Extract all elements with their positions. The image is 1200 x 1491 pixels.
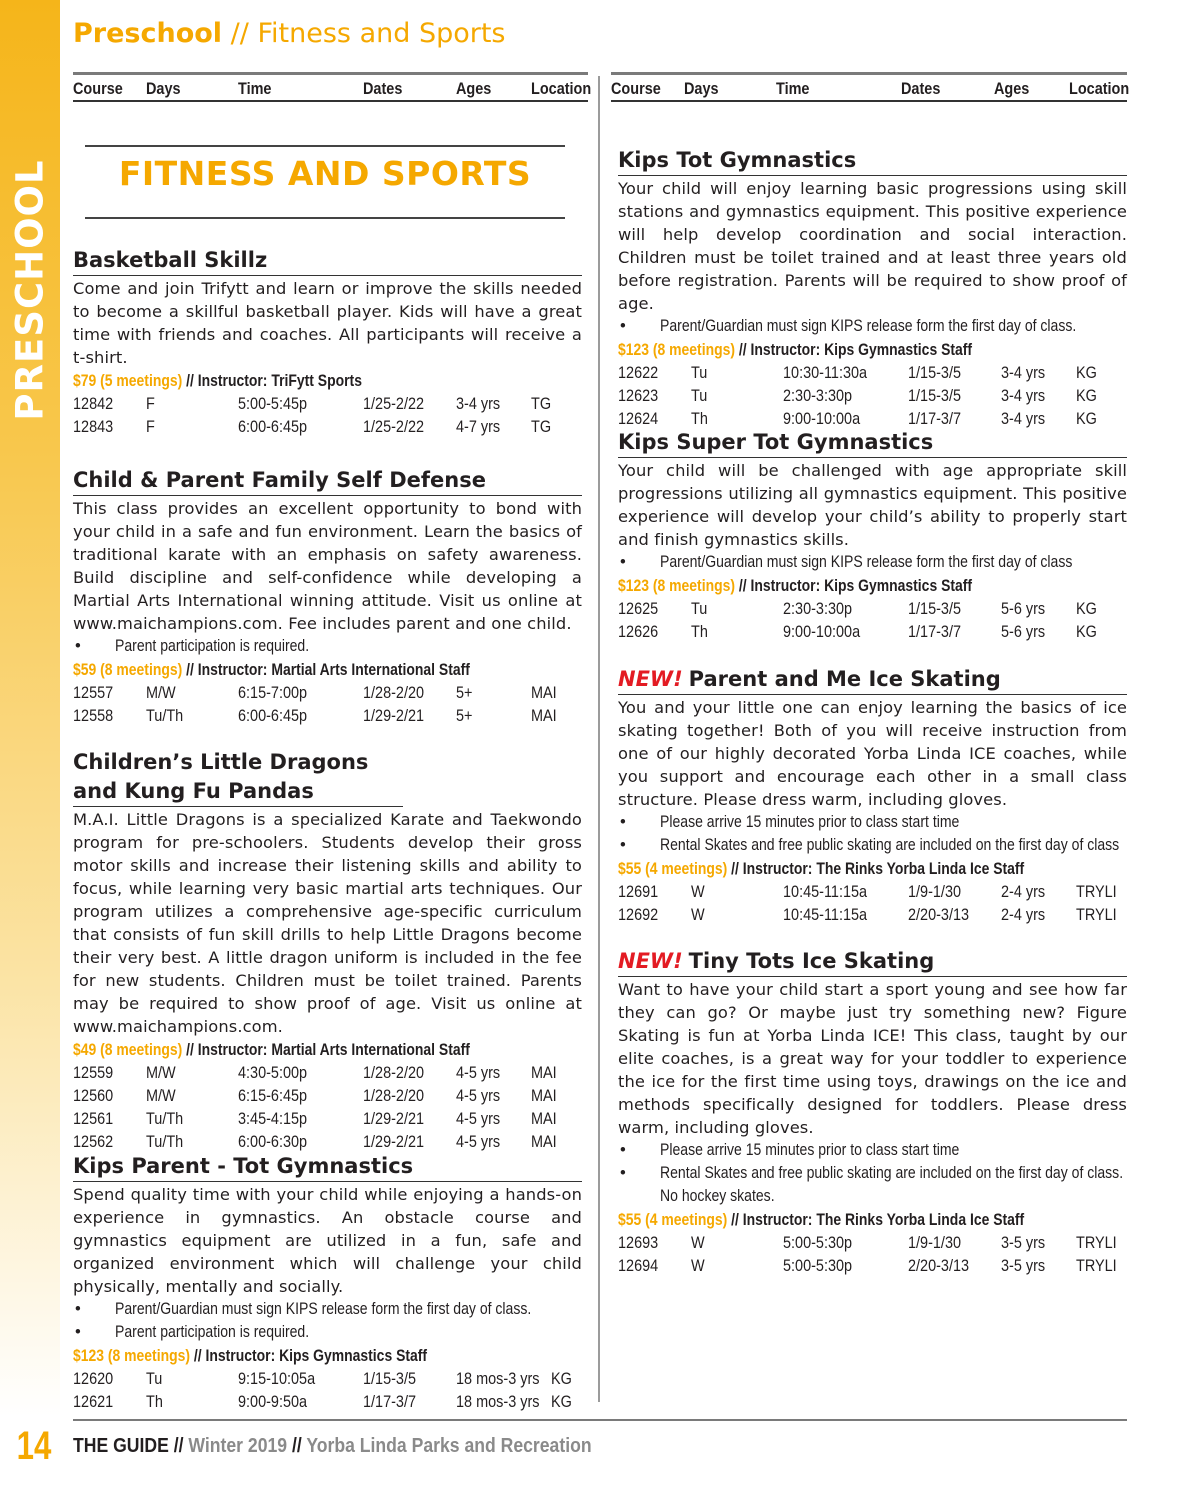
course-section-tiny-tots-skating <box>618 947 1127 1277</box>
side-label: PRESCHOOL <box>8 159 52 421</box>
cell-location: MAI <box>531 683 557 702</box>
column-divider <box>598 76 600 1402</box>
footer-sep: // <box>291 1435 302 1457</box>
schedule-row <box>73 392 582 415</box>
schedule-row <box>618 384 1127 407</box>
cell-ages: 2-4 yrs <box>1001 882 1046 901</box>
price-line <box>618 857 1127 880</box>
bullet-dot: • <box>620 553 626 571</box>
cell-location: MAI <box>531 1063 557 1082</box>
cell-time: 10:45-11:15a <box>783 905 868 924</box>
cell-course: 12560 <box>73 1086 114 1105</box>
schedule-row <box>618 597 1127 620</box>
course-price: $55 (4 meetings) <box>618 1210 728 1229</box>
cell-time: 2:30-3:30p <box>783 599 853 618</box>
course-title-text: Tiny Tots Ice Skating <box>688 949 935 973</box>
schedule-row <box>618 620 1127 643</box>
course-title: Children’s Little Dragons and Kung Fu Pandas <box>73 748 403 807</box>
note-bullet <box>618 551 1127 574</box>
bullet-dot: • <box>620 836 626 854</box>
footer-org: Yorba Linda Parks and Recreation <box>306 1435 592 1457</box>
cell-dates: 1/17-3/7 <box>908 409 962 428</box>
cell-course: 12694 <box>618 1256 659 1275</box>
cell-course: 12562 <box>73 1132 114 1151</box>
col-ages: Ages <box>456 79 492 98</box>
cell-time: 9:00-10:00a <box>783 409 861 428</box>
course-price: $55 (4 meetings) <box>618 859 728 878</box>
course-instructor: // Instructor: Martial Arts International Staff <box>186 660 470 679</box>
cell-days: Tu/Th <box>146 1109 184 1128</box>
col-dates: Dates <box>363 79 403 98</box>
banner-rule-top <box>85 145 565 147</box>
cell-location: TRYLI <box>1076 1233 1117 1252</box>
cell-location: TG <box>531 394 552 413</box>
cell-location: KG <box>551 1392 572 1411</box>
note-bullet <box>618 315 1127 338</box>
course-price: $123 (8 meetings) <box>618 576 736 595</box>
cell-location: KG <box>1076 386 1097 405</box>
course-section-parent-me-skating <box>618 665 1127 926</box>
cell-time: 6:00-6:45p <box>238 417 308 436</box>
cell-location: TG <box>531 417 552 436</box>
cell-days: F <box>146 394 155 413</box>
cell-ages: 3-4 yrs <box>1001 409 1046 428</box>
cell-days: W <box>691 1233 705 1252</box>
col-time: Time <box>776 79 810 98</box>
course-description: M.A.I. Little Dragons is a specialized Karate and Taekwondo program for pre-schoolers. Students develop their gross motor skills and increase their listening skills and ability to focus, while learning very basic martial arts techniques. Our program utilizes a comprehensive age-specific curriculum that consists of fun skill drills to help Little Dragons become their very best. A little dragon uniform is included in the fee for new students. Children must be toilet trained. Parents may be required to show proof of age. Visit us online at www.maichampions.com. <box>73 810 582 1036</box>
course-price: $79 (5 meetings) <box>73 371 183 390</box>
note-bullet <box>73 1298 582 1321</box>
cell-course: 12557 <box>73 683 114 702</box>
schedule-row <box>73 1367 582 1390</box>
schedule-row <box>618 880 1127 903</box>
header-subcategory: Fitness and Sports <box>257 18 506 49</box>
cell-course: 12622 <box>618 363 659 382</box>
cell-time: 9:00-10:00a <box>783 622 861 641</box>
header-separator: // <box>230 18 249 49</box>
bullet-dot: • <box>620 813 626 831</box>
col-location: Location <box>1069 79 1130 98</box>
cell-dates: 1/15-3/5 <box>908 363 962 382</box>
course-section-tot-gymnastics <box>618 146 1127 430</box>
section-banner: FITNESS AND SPORTS <box>118 154 532 193</box>
cell-ages: 18 mos-3 yrs <box>456 1369 540 1388</box>
schedule-row <box>73 415 582 438</box>
cell-days: W <box>691 905 705 924</box>
cell-time: 6:15-6:45p <box>238 1086 308 1105</box>
schedule-row <box>73 1061 582 1084</box>
schedule-row <box>73 704 582 727</box>
cell-dates: 1/28-2/20 <box>363 683 425 702</box>
cell-course: 12623 <box>618 386 659 405</box>
schedule-row <box>73 1084 582 1107</box>
schedule-row <box>618 1231 1127 1254</box>
course-instructor: // Instructor: TriFytt Sports <box>186 371 362 390</box>
cell-dates: 2/20-3/13 <box>908 905 970 924</box>
cell-location: TRYLI <box>1076 1256 1117 1275</box>
note-bullet <box>618 834 1127 857</box>
bullet-text: Parent participation is required. <box>115 1323 310 1341</box>
schedule-row <box>73 1130 582 1153</box>
course-section-super-tot <box>618 428 1127 643</box>
cell-ages: 3-4 yrs <box>1001 386 1046 405</box>
bullet-dot: • <box>620 1164 626 1182</box>
cell-location: TRYLI <box>1076 882 1117 901</box>
column-header-right <box>611 72 1130 102</box>
cell-days: Tu/Th <box>146 706 184 725</box>
cell-time: 6:00-6:30p <box>238 1132 308 1151</box>
cell-course: 12559 <box>73 1063 114 1082</box>
cell-days: M/W <box>146 683 176 702</box>
cell-ages: 4-5 yrs <box>456 1086 501 1105</box>
cell-dates: 1/9-1/30 <box>908 882 962 901</box>
cell-dates: 1/17-3/7 <box>363 1392 417 1411</box>
course-title: Child & Parent Family Self Defense <box>73 466 582 496</box>
cell-time: 3:45-4:15p <box>238 1109 308 1128</box>
cell-ages: 3-4 yrs <box>456 394 501 413</box>
cell-ages: 4-7 yrs <box>456 417 501 436</box>
bullet-text: Rental Skates and free public skating are included on the first day of class <box>660 836 1120 854</box>
cell-ages: 4-5 yrs <box>456 1063 501 1082</box>
cell-days: Tu <box>691 363 708 382</box>
cell-dates: 1/17-3/7 <box>908 622 962 641</box>
bullet-text: Parent/Guardian must sign KIPS release form the first day of class. <box>115 1300 532 1318</box>
bullet-text: Parent/Guardian must sign KIPS release form the first day of class <box>660 553 1073 571</box>
cell-days: Th <box>691 409 708 428</box>
cell-dates: 1/29-2/21 <box>363 1132 425 1151</box>
price-line <box>73 1038 582 1061</box>
col-course: Course <box>611 79 661 98</box>
course-instructor: // Instructor: Kips Gymnastics Staff <box>193 1346 428 1365</box>
cell-days: M/W <box>146 1086 176 1105</box>
cell-ages: 3-5 yrs <box>1001 1233 1046 1252</box>
footer <box>73 1435 592 1458</box>
course-instructor: // Instructor: The Rinks Yorba Linda Ice Staff <box>731 859 1025 878</box>
cell-ages: 2-4 yrs <box>1001 905 1046 924</box>
schedule-row <box>73 681 582 704</box>
cell-time: 6:00-6:45p <box>238 706 308 725</box>
cell-dates: 1/9-1/30 <box>908 1233 962 1252</box>
cell-ages: 18 mos-3 yrs <box>456 1392 540 1411</box>
course-title-text: Parent and Me Ice Skating <box>688 667 1001 691</box>
course-section-little-dragons <box>73 748 582 1153</box>
note-bullet <box>618 1139 1127 1162</box>
course-instructor: // Instructor: Kips Gymnastics Staff <box>738 576 973 595</box>
cell-course: 12691 <box>618 882 659 901</box>
course-description: You and your little one can enjoy learning the basics of ice skating together! Both of you will receive instruction from one of our highly decorated Yorba Linda ICE coaches, while you support and encourage each other in a small class structure. Please dress warm, including gloves. <box>618 698 1127 809</box>
price-line <box>618 574 1127 597</box>
schedule-row <box>73 1390 582 1413</box>
cell-days: Tu/Th <box>146 1132 184 1151</box>
cell-location: MAI <box>531 1132 557 1151</box>
cell-ages: 5+ <box>456 683 473 702</box>
cell-dates: 1/28-2/20 <box>363 1086 425 1105</box>
bullet-dot: • <box>75 1323 81 1341</box>
course-description: Come and join Trifytt and learn or improve the skills needed to become a skillful basketball player. Kids will have a great time with friends and coaches. All participants will receive a t-shirt. <box>73 279 582 367</box>
bullet-dot: • <box>75 1300 81 1318</box>
cell-time: 2:30-3:30p <box>783 386 853 405</box>
column-header-left <box>73 72 592 102</box>
note-bullet <box>73 635 582 658</box>
cell-course: 12626 <box>618 622 659 641</box>
course-title: Kips Parent - Tot Gymnastics <box>73 1152 582 1182</box>
cell-course: 12558 <box>73 706 114 725</box>
header-category: Preschool <box>73 18 223 49</box>
cell-course: 12843 <box>73 417 114 436</box>
bullet-text: Please arrive 15 minutes prior to class start time <box>660 1141 960 1159</box>
schedule-row <box>618 407 1127 430</box>
cell-time: 6:15-7:00p <box>238 683 308 702</box>
schedule-row <box>618 361 1127 384</box>
cell-ages: 4-5 yrs <box>456 1109 501 1128</box>
cell-location: TRYLI <box>1076 905 1117 924</box>
course-description: Spend quality time with your child while enjoying a hands-on experience in gymnastics. An obstacle course and gymnastics equipment are utilized in a fun, safe and organized environment which will challenge your child physically, mentally and socially. <box>73 1185 582 1296</box>
bullet-dot: • <box>620 317 626 335</box>
course-title: Kips Super Tot Gymnastics <box>618 428 1127 458</box>
page-title <box>73 18 506 49</box>
cell-location: KG <box>1076 363 1097 382</box>
cell-location: KG <box>1076 409 1097 428</box>
cell-days: Tu <box>146 1369 163 1388</box>
course-price: $49 (8 meetings) <box>73 1040 183 1059</box>
cell-location: KG <box>1076 599 1097 618</box>
schedule-row <box>618 1254 1127 1277</box>
cell-time: 5:00-5:30p <box>783 1256 853 1275</box>
cell-dates: 1/29-2/21 <box>363 1109 425 1128</box>
cell-course: 12620 <box>73 1369 114 1388</box>
footer-season: Winter 2019 <box>188 1435 288 1457</box>
price-line <box>618 1208 1127 1231</box>
price-line <box>73 369 582 392</box>
course-price: $59 (8 meetings) <box>73 660 183 679</box>
cell-dates: 1/28-2/20 <box>363 1063 425 1082</box>
bullet-text: Parent participation is required. <box>115 637 310 655</box>
cell-location: MAI <box>531 1109 557 1128</box>
cell-dates: 1/25-2/22 <box>363 394 425 413</box>
cell-course: 12561 <box>73 1109 114 1128</box>
course-instructor: // Instructor: Martial Arts International Staff <box>186 1040 470 1059</box>
cell-time: 4:30-5:00p <box>238 1063 308 1082</box>
course-description: Want to have your child start a sport young and see how far they can go? Or maybe just try something new? Figure Skating is fun at Yorba Linda ICE! This class, taught by our elite coaches, is a great way for your toddler to experience the ice for the first time using toys, drawings on the ice and methods specifically designed for toddlers. Please dress warm, including gloves. <box>618 980 1127 1137</box>
course-description: Your child will enjoy learning basic progressions using skill stations and gymnastics equipment. This positive experience will help develop coordination and social interaction. Children must be toilet trained and at least three years old before registration. Parents will be required to show proof of age. <box>618 179 1127 313</box>
cell-ages: 4-5 yrs <box>456 1132 501 1151</box>
cell-location: KG <box>1076 622 1097 641</box>
col-days: Days <box>684 79 719 98</box>
bullet-text: Parent/Guardian must sign KIPS release form the first day of class. <box>660 317 1077 335</box>
course-title <box>618 665 1127 695</box>
cell-days: W <box>691 882 705 901</box>
cell-course: 12624 <box>618 409 659 428</box>
footer-guide: THE GUIDE <box>73 1435 169 1457</box>
course-instructor: // Instructor: Kips Gymnastics Staff <box>738 340 973 359</box>
bullet-text: Please arrive 15 minutes prior to class start time <box>660 813 960 831</box>
course-title <box>618 947 1127 977</box>
course-price: $123 (8 meetings) <box>73 1346 191 1365</box>
new-tag: NEW! <box>618 667 683 691</box>
cell-dates: 2/20-3/13 <box>908 1256 970 1275</box>
note-bullet <box>618 1162 1127 1208</box>
col-ages: Ages <box>994 79 1030 98</box>
cell-location: MAI <box>531 1086 557 1105</box>
price-line <box>73 1344 582 1367</box>
bullet-text: Rental Skates and free public skating are included on the first day of class. No hockey skates. <box>660 1164 1124 1205</box>
course-section-self-defense <box>73 466 582 727</box>
course-instructor: // Instructor: The Rinks Yorba Linda Ice Staff <box>731 1210 1025 1229</box>
schedule-row <box>73 1107 582 1130</box>
cell-ages: 3-5 yrs <box>1001 1256 1046 1275</box>
footer-rule <box>73 1419 1127 1421</box>
cell-ages: 5-6 yrs <box>1001 622 1046 641</box>
cell-ages: 3-4 yrs <box>1001 363 1046 382</box>
cell-days: Th <box>691 622 708 641</box>
cell-course: 12693 <box>618 1233 659 1252</box>
course-price: $123 (8 meetings) <box>618 340 736 359</box>
cell-dates: 1/25-2/22 <box>363 417 425 436</box>
cell-course: 12842 <box>73 394 114 413</box>
schedule-row <box>618 903 1127 926</box>
cell-dates: 1/15-3/5 <box>363 1369 417 1388</box>
cell-course: 12621 <box>73 1392 114 1411</box>
cell-time: 5:00-5:45p <box>238 394 308 413</box>
cell-time: 5:00-5:30p <box>783 1233 853 1252</box>
course-section-basketball <box>73 246 582 438</box>
cell-course: 12692 <box>618 905 659 924</box>
course-title: Basketball Skillz <box>73 246 582 276</box>
col-time: Time <box>238 79 272 98</box>
cell-dates: 1/15-3/5 <box>908 599 962 618</box>
col-dates: Dates <box>901 79 941 98</box>
cell-days: Tu <box>691 599 708 618</box>
cell-dates: 1/29-2/21 <box>363 706 425 725</box>
price-line <box>73 658 582 681</box>
cell-days: W <box>691 1256 705 1275</box>
cell-days: Tu <box>691 386 708 405</box>
bullet-dot: • <box>620 1141 626 1159</box>
course-description: This class provides an excellent opportunity to bond with your child in a safe and fun environment. Learn the basics of traditional karate with an emphasis on safety awareness. Build discipline and self-confidence while developing a Martial Arts International winning attitude. Visit us online at www.maichampions.com. Fee includes parent and one child. <box>73 499 582 633</box>
cell-location: KG <box>551 1369 572 1388</box>
bullet-dot: • <box>75 637 81 655</box>
col-days: Days <box>146 79 181 98</box>
footer-sep: // <box>173 1435 184 1457</box>
course-description: Your child will be challenged with age appropriate skill progressions utilizing all gymnastics equipment. This positive experience will develop your child’s ability to properly start and finish gymnastics skills. <box>618 461 1127 549</box>
banner-rule-bottom <box>85 217 565 219</box>
page-number: 14 <box>12 1424 56 1468</box>
note-bullet <box>618 811 1127 834</box>
cell-ages: 5-6 yrs <box>1001 599 1046 618</box>
cell-time: 9:15-10:05a <box>238 1369 316 1388</box>
price-line <box>618 338 1127 361</box>
note-bullet <box>73 1321 582 1344</box>
cell-time: 10:30-11:30a <box>783 363 868 382</box>
cell-days: F <box>146 417 155 436</box>
cell-days: Th <box>146 1392 163 1411</box>
new-tag: NEW! <box>618 949 683 973</box>
cell-time: 9:00-9:50a <box>238 1392 308 1411</box>
col-course: Course <box>73 79 123 98</box>
col-location: Location <box>531 79 592 98</box>
cell-days: M/W <box>146 1063 176 1082</box>
cell-time: 10:45-11:15a <box>783 882 868 901</box>
course-section-parent-tot <box>73 1152 582 1413</box>
cell-location: MAI <box>531 706 557 725</box>
cell-course: 12625 <box>618 599 659 618</box>
cell-ages: 5+ <box>456 706 473 725</box>
cell-dates: 1/15-3/5 <box>908 386 962 405</box>
course-title: Kips Tot Gymnastics <box>618 146 1127 176</box>
